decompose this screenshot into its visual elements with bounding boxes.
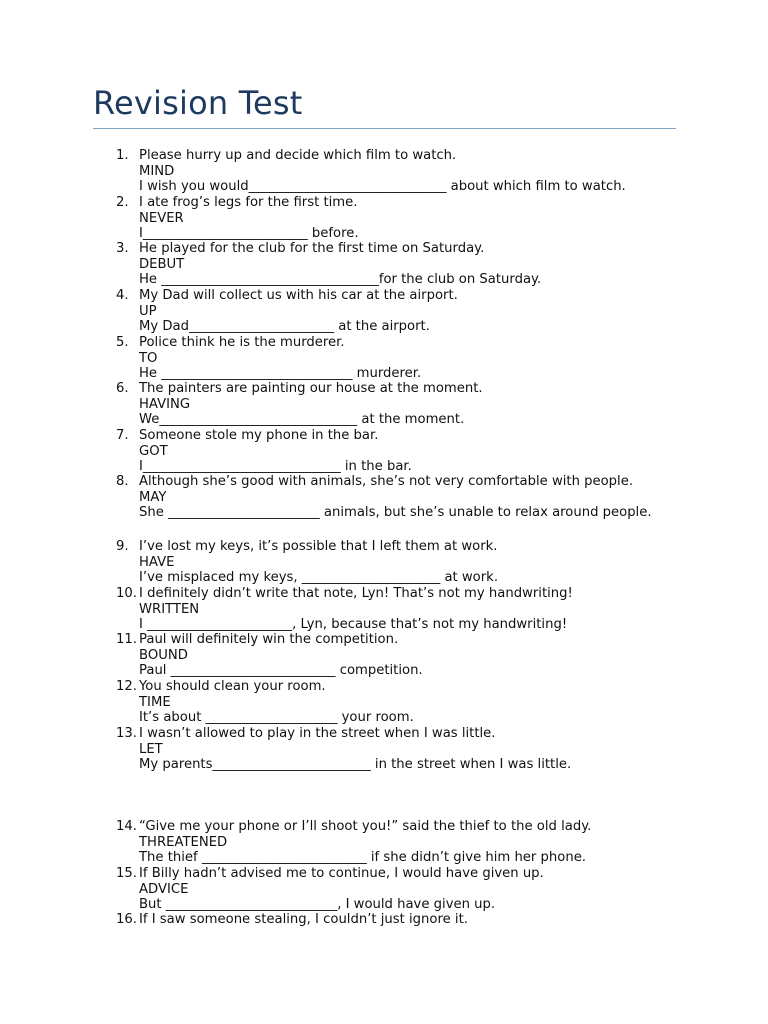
- question-body: [139, 819, 696, 866]
- question-sentence: Someone stole my phone in the bar.: [139, 428, 379, 443]
- question-number: 1.: [116, 148, 129, 163]
- answer-line: He _____________________________ murderer.: [139, 366, 422, 381]
- question-number: 15.: [116, 866, 137, 881]
- question-number: 7.: [116, 428, 129, 443]
- question-number: 16.: [116, 912, 137, 927]
- question-body: [139, 335, 696, 382]
- keyword: TO: [139, 350, 158, 366]
- question-sentence: Paul will definitely win the competition.: [139, 632, 399, 647]
- keyword: WRITTEN: [139, 601, 200, 617]
- keyword: UP: [139, 303, 157, 319]
- question-number: 12.: [116, 679, 137, 694]
- question-body: [139, 195, 696, 242]
- question-sentence: If I saw someone stealing, I couldn’t just ignore it.: [139, 912, 468, 927]
- question-body: [139, 474, 696, 521]
- question-item: [116, 428, 696, 475]
- question-body: [139, 539, 696, 586]
- question-sentence: If Billy hadn’t advised me to continue, I would have given up.: [139, 866, 544, 881]
- question-item: [116, 679, 696, 726]
- answer-line: Paul _________________________ competition.: [139, 663, 423, 678]
- answer-line: We______________________________ at the moment.: [139, 412, 465, 427]
- answer-line: But __________________________, I would have given up.: [139, 897, 496, 912]
- keyword: MAY: [139, 489, 167, 505]
- question-sentence: My Dad will collect us with his car at the airport.: [139, 288, 458, 303]
- question-number: 9.: [116, 539, 129, 554]
- question-item: [116, 474, 696, 521]
- title-divider: [93, 128, 676, 129]
- question-sentence: “Give me your phone or I’ll shoot you!” said the thief to the old lady.: [139, 819, 592, 834]
- question-sentence: The painters are painting our house at the moment.: [139, 381, 483, 396]
- question-sentence: I ate frog’s legs for the first time.: [139, 195, 358, 210]
- question-body: [139, 726, 696, 773]
- question-sentence: Police think he is the murderer.: [139, 335, 345, 350]
- question-number: 4.: [116, 288, 129, 303]
- question-item: [116, 726, 696, 773]
- question-number: 13.: [116, 726, 137, 741]
- question-item: [116, 195, 696, 242]
- question-item: [116, 539, 696, 586]
- question-body: [139, 428, 696, 475]
- question-body: [139, 586, 696, 633]
- answer-line: I’ve misplaced my keys, _____________________ at work.: [139, 570, 499, 585]
- question-number: 2.: [116, 195, 129, 210]
- keyword: TIME: [139, 694, 171, 710]
- keyword: HAVING: [139, 396, 191, 412]
- question-sentence: Although she’s good with animals, she’s not very comfortable with people.: [139, 474, 634, 489]
- question-number: 11.: [116, 632, 137, 647]
- question-body: [139, 148, 696, 195]
- question-item: [116, 866, 696, 913]
- answer-line: I ______________________, Lyn, because that’s not my handwriting!: [139, 617, 568, 632]
- keyword: DEBUT: [139, 256, 185, 272]
- question-item: [116, 586, 696, 633]
- question-item: [116, 381, 696, 428]
- answer-line: She _______________________ animals, but she’s unable to relax around people.: [139, 505, 652, 520]
- question-item: [116, 632, 696, 679]
- question-body: [139, 288, 696, 335]
- keyword: ADVICE: [139, 881, 189, 897]
- keyword: LET: [139, 741, 163, 757]
- question-number: 6.: [116, 381, 129, 396]
- question-number: 5.: [116, 335, 129, 350]
- question-body: [139, 632, 696, 679]
- keyword: BOUND: [139, 647, 188, 663]
- keyword: HAVE: [139, 554, 175, 570]
- question-body: [139, 241, 696, 288]
- answer-line: I______________________________ in the bar.: [139, 459, 412, 474]
- question-body: [139, 679, 696, 726]
- question-item: [116, 241, 696, 288]
- question-number: 3.: [116, 241, 129, 256]
- answer-line: I_________________________ before.: [139, 226, 359, 241]
- answer-line: The thief _________________________ if she didn’t give him her phone.: [139, 850, 586, 865]
- keyword: MIND: [139, 163, 175, 179]
- question-body: [139, 381, 696, 428]
- question-item: [116, 288, 696, 335]
- question-sentence: Please hurry up and decide which film to watch.: [139, 148, 457, 163]
- answer-line: I wish you would______________________________ about which film to watch.: [139, 179, 626, 194]
- question-body: [139, 866, 696, 913]
- question-sentence: You should clean your room.: [139, 679, 326, 694]
- keyword: NEVER: [139, 210, 184, 226]
- page-title: Revision Test: [93, 84, 303, 122]
- question-number: 14.: [116, 819, 137, 834]
- question-sentence: I’ve lost my keys, it’s possible that I left them at work.: [139, 539, 498, 554]
- keyword: GOT: [139, 443, 168, 459]
- question-sentence: I wasn’t allowed to play in the street when I was little.: [139, 726, 496, 741]
- answer-line: He _________________________________for the club on Saturday.: [139, 272, 542, 287]
- keyword: THREATENED: [139, 834, 228, 850]
- question-item: [116, 819, 696, 866]
- question-item: [116, 148, 696, 195]
- question-body: [139, 912, 696, 928]
- question-item: [116, 912, 696, 928]
- question-number: 8.: [116, 474, 129, 489]
- answer-line: My Dad______________________ at the airport.: [139, 319, 430, 334]
- answer-line: It’s about ____________________ your room.: [139, 710, 414, 725]
- answer-line: My parents________________________ in the street when I was little.: [139, 757, 572, 772]
- question-sentence: He played for the club for the first time on Saturday.: [139, 241, 485, 256]
- question-number: 10.: [116, 586, 137, 601]
- question-item: [116, 335, 696, 382]
- question-sentence: I definitely didn’t write that note, Lyn! That’s not my handwriting!: [139, 586, 573, 601]
